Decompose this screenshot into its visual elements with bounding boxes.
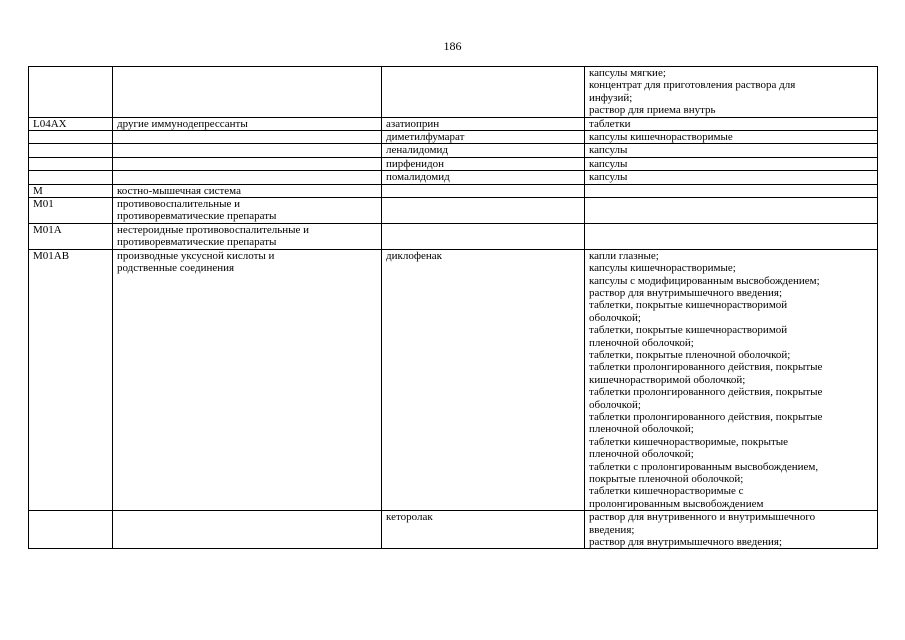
dosage-form-line: капсулы bbox=[589, 157, 628, 170]
table-row bbox=[29, 171, 878, 184]
dosage-form-line: пленочной оболочкой; bbox=[589, 448, 694, 461]
dosage-forms-cell bbox=[585, 198, 878, 224]
drug-cell: диметилфумарат bbox=[382, 131, 585, 144]
dosage-form-line: инфузий; bbox=[589, 91, 633, 104]
atc-code-cell: M01AB bbox=[29, 249, 113, 511]
group-cell bbox=[113, 223, 382, 249]
table-row bbox=[29, 249, 878, 511]
table-row bbox=[29, 117, 878, 130]
group-cell: другие иммунодепрессанты bbox=[113, 117, 382, 130]
group-cell bbox=[113, 67, 382, 118]
atc-code-cell bbox=[29, 67, 113, 118]
dosage-form-line: раствор для приема внутрь bbox=[589, 104, 716, 117]
atc-code-cell bbox=[29, 511, 113, 549]
dosage-form-line: кишечнорастворимой оболочкой; bbox=[589, 373, 746, 386]
page-number: 186 bbox=[443, 39, 462, 53]
dosage-form-line: таблетки пролонгированного действия, покрытые bbox=[589, 361, 823, 374]
atc-code-cell bbox=[29, 157, 113, 170]
dosage-form-line: таблетки пролонгированного действия, покрытые bbox=[589, 386, 823, 399]
atc-code-cell: M bbox=[29, 184, 113, 197]
dosage-form-line: капли глазные; bbox=[589, 249, 659, 262]
group-cell bbox=[113, 131, 382, 144]
dosage-forms-cell bbox=[585, 511, 878, 549]
atc-code-cell bbox=[29, 171, 113, 184]
drug-cell: кеторолак bbox=[382, 511, 585, 549]
dosage-form-line: таблетки, покрытые кишечнорастворимой bbox=[589, 299, 788, 312]
dosage-form-line: капсулы с модифицированным высвобождением; bbox=[589, 274, 820, 287]
group-line: производные уксусной кислоты и bbox=[117, 249, 275, 262]
table-row bbox=[29, 198, 878, 224]
table-row bbox=[29, 157, 878, 170]
group-line: противовоспалительные и bbox=[117, 198, 241, 211]
dosage-forms-cell bbox=[585, 184, 878, 197]
dosage-form-line: таблетки с пролонгированным высвобождением, bbox=[589, 460, 819, 473]
drug-cell: леналидомид bbox=[382, 144, 585, 157]
medication-table bbox=[28, 66, 878, 549]
table-row bbox=[29, 184, 878, 197]
atc-code-cell: M01A bbox=[29, 223, 113, 249]
group-cell bbox=[113, 249, 382, 511]
group-line: нестероидные противовоспалительные и bbox=[117, 223, 310, 236]
group-cell: костно-мышечная система bbox=[113, 184, 382, 197]
dosage-form-line: капсулы bbox=[589, 144, 628, 157]
drug-cell bbox=[382, 198, 585, 224]
dosage-form-line: капсулы bbox=[589, 171, 628, 184]
dosage-forms-cell bbox=[585, 223, 878, 249]
group-cell bbox=[113, 157, 382, 170]
dosage-form-line: таблетки, покрытые кишечнорастворимой bbox=[589, 324, 788, 337]
group-line: родственные соединения bbox=[117, 262, 235, 275]
dosage-forms-cell bbox=[585, 67, 878, 118]
group-cell bbox=[113, 198, 382, 224]
table-row bbox=[29, 223, 878, 249]
dosage-forms-cell bbox=[585, 249, 878, 511]
dosage-form-line: пленочной оболочкой; bbox=[589, 336, 694, 349]
drug-cell: азатиоприн bbox=[382, 117, 585, 130]
atc-code-cell: M01 bbox=[29, 198, 113, 224]
dosage-form-line: пленочной оболочкой; bbox=[589, 423, 694, 436]
dosage-form-line: таблетки bbox=[589, 117, 631, 130]
group-line: противоревматические препараты bbox=[117, 210, 277, 223]
drug-cell: помалидомид bbox=[382, 171, 585, 184]
dosage-form-line: введения; bbox=[589, 523, 635, 536]
dosage-form-line: таблетки кишечнорастворимые с bbox=[589, 485, 744, 498]
group-cell bbox=[113, 171, 382, 184]
table-row bbox=[29, 511, 878, 549]
drug-cell: пирфенидон bbox=[382, 157, 585, 170]
dosage-form-line: капсулы кишечнорастворимые; bbox=[589, 262, 736, 275]
dosage-forms-cell bbox=[585, 117, 878, 130]
drug-cell bbox=[382, 223, 585, 249]
dosage-forms-cell bbox=[585, 157, 878, 170]
dosage-form-line: раствор для внутримышечного введения; bbox=[589, 536, 783, 549]
group-cell bbox=[113, 511, 382, 549]
dosage-form-line: капсулы мягкие; bbox=[589, 67, 666, 79]
group-line: противоревматические препараты bbox=[117, 236, 277, 249]
atc-code-cell bbox=[29, 131, 113, 144]
dosage-form-line: пролонгированным высвобождением bbox=[589, 497, 764, 510]
drug-cell bbox=[382, 67, 585, 118]
dosage-form-line: таблетки кишечнорастворимые, покрытые bbox=[589, 435, 789, 448]
dosage-form-line: концентрат для приготовления раствора для bbox=[589, 79, 796, 92]
dosage-form-line: таблетки, покрытые пленочной оболочкой; bbox=[589, 348, 791, 361]
dosage-forms-cell bbox=[585, 144, 878, 157]
atc-code-cell: L04AX bbox=[29, 117, 113, 130]
dosage-form-line: раствор для внутримышечного введения; bbox=[589, 286, 783, 299]
atc-code-cell bbox=[29, 144, 113, 157]
dosage-form-line: таблетки пролонгированного действия, покрытые bbox=[589, 410, 823, 423]
dosage-forms-cell bbox=[585, 171, 878, 184]
drug-cell bbox=[382, 184, 585, 197]
dosage-form-line: оболочкой; bbox=[589, 398, 641, 411]
dosage-forms-cell bbox=[585, 131, 878, 144]
drug-cell: диклофенак bbox=[382, 249, 585, 511]
table-row bbox=[29, 131, 878, 144]
dosage-form-line: капсулы кишечнорастворимые bbox=[589, 131, 733, 144]
dosage-form-line: раствор для внутривенного и внутримышечного bbox=[589, 511, 816, 524]
dosage-form-line: оболочкой; bbox=[589, 311, 641, 324]
group-cell bbox=[113, 144, 382, 157]
dosage-form-line: покрытые пленочной оболочкой; bbox=[589, 473, 744, 485]
table-row bbox=[29, 144, 878, 157]
table-row bbox=[29, 67, 878, 118]
